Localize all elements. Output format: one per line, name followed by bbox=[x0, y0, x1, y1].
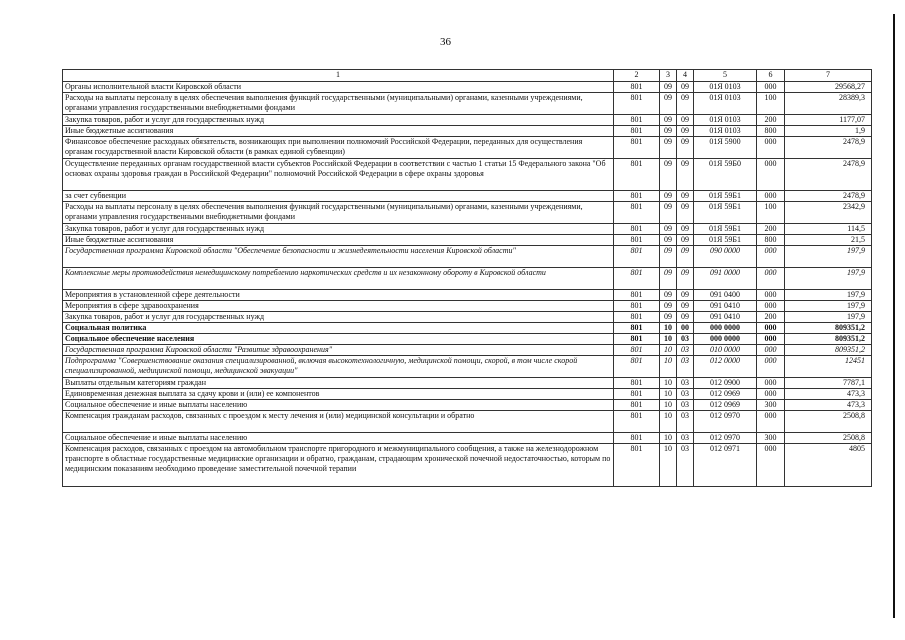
row-name-cell: Осуществление переданных органам государственной власти субъектов Российской Федерации в соответствии с частью 1 статьи 15 Федерального закона "Об основах охраны здоровья граждан в Российской Федерации" полномочий Российской Федерации в сфере охраны здоровья bbox=[63, 159, 614, 191]
row-name-cell: Расходы на выплаты персоналу в целях обеспечения выполнения функций государственными (муниципальными) органами, казенными учреждениями, органами управления государственными внебюджетными фондами bbox=[63, 93, 614, 115]
section-code-cell: 09 bbox=[660, 301, 677, 312]
chapter-code-cell: 801 bbox=[614, 126, 660, 137]
expense-type-cell: 000 bbox=[757, 334, 785, 345]
subsection-code-cell: 09 bbox=[677, 235, 694, 246]
target-item-cell: 01Я 59Б0 bbox=[694, 159, 757, 191]
amount-cell: 473,3 bbox=[785, 389, 872, 400]
amount-cell: 2478,9 bbox=[785, 137, 872, 159]
table-row bbox=[63, 444, 872, 487]
subsection-code-cell: 03 bbox=[677, 411, 694, 433]
chapter-code-cell: 801 bbox=[614, 159, 660, 191]
target-item-cell: 012 0900 bbox=[694, 378, 757, 389]
table-row bbox=[63, 400, 872, 411]
target-item-cell: 01Я 0103 bbox=[694, 82, 757, 93]
chapter-code-cell: 801 bbox=[614, 356, 660, 378]
subsection-code-cell: 09 bbox=[677, 290, 694, 301]
header-cell: 1 bbox=[63, 70, 614, 82]
target-item-cell: 012 0970 bbox=[694, 411, 757, 433]
expense-type-cell: 000 bbox=[757, 444, 785, 487]
row-name-cell: Закупка товаров, работ и услуг для государственных нужд bbox=[63, 224, 614, 235]
section-code-cell: 10 bbox=[660, 378, 677, 389]
amount-cell: 21,5 bbox=[785, 235, 872, 246]
section-code-cell: 10 bbox=[660, 444, 677, 487]
header-cell: 2 bbox=[614, 70, 660, 82]
subsection-code-cell: 03 bbox=[677, 389, 694, 400]
expense-type-cell: 100 bbox=[757, 93, 785, 115]
subsection-code-cell: 03 bbox=[677, 345, 694, 356]
table-row bbox=[63, 334, 872, 345]
subsection-code-cell: 03 bbox=[677, 378, 694, 389]
expense-type-cell: 000 bbox=[757, 345, 785, 356]
expense-type-cell: 200 bbox=[757, 115, 785, 126]
amount-cell: 197,9 bbox=[785, 268, 872, 290]
subsection-code-cell: 09 bbox=[677, 246, 694, 268]
section-code-cell: 09 bbox=[660, 246, 677, 268]
table-row bbox=[63, 235, 872, 246]
expense-type-cell: 000 bbox=[757, 82, 785, 93]
target-item-cell: 091 0400 bbox=[694, 290, 757, 301]
chapter-code-cell: 801 bbox=[614, 345, 660, 356]
target-item-cell: 01Я 5900 bbox=[694, 137, 757, 159]
subsection-code-cell: 09 bbox=[677, 312, 694, 323]
expense-type-cell: 000 bbox=[757, 159, 785, 191]
table-row bbox=[63, 345, 872, 356]
subsection-code-cell: 03 bbox=[677, 356, 694, 378]
row-name-cell: Органы исполнительной власти Кировской области bbox=[63, 82, 614, 93]
chapter-code-cell: 801 bbox=[614, 389, 660, 400]
chapter-code-cell: 801 bbox=[614, 246, 660, 268]
target-item-cell: 012 0971 bbox=[694, 444, 757, 487]
expense-type-cell: 000 bbox=[757, 301, 785, 312]
amount-cell: 12451 bbox=[785, 356, 872, 378]
row-name-cell: Мероприятия в сфере здравоохранения bbox=[63, 301, 614, 312]
subsection-code-cell: 00 bbox=[677, 323, 694, 334]
section-code-cell: 09 bbox=[660, 202, 677, 224]
amount-cell: 197,9 bbox=[785, 312, 872, 323]
row-name-cell: Государственная программа Кировской области "Обеспечение безопасности и жизнедеятельности населения Кировской области" bbox=[63, 246, 614, 268]
section-code-cell: 09 bbox=[660, 115, 677, 126]
table-row bbox=[63, 137, 872, 159]
chapter-code-cell: 801 bbox=[614, 444, 660, 487]
subsection-code-cell: 09 bbox=[677, 82, 694, 93]
subsection-code-cell: 09 bbox=[677, 159, 694, 191]
table-row bbox=[63, 411, 872, 433]
expense-type-cell: 000 bbox=[757, 137, 785, 159]
row-name-cell: Финансовое обеспечение расходных обязательств, возникающих при выполнении полномочий Российской Федерации, переданных для осуществления органам государственной власти Кировской области (в рамках единой субвенции) bbox=[63, 137, 614, 159]
row-name-cell: Иные бюджетные ассигнования bbox=[63, 235, 614, 246]
expense-type-cell: 300 bbox=[757, 400, 785, 411]
expense-type-cell: 000 bbox=[757, 323, 785, 334]
subsection-code-cell: 09 bbox=[677, 191, 694, 202]
row-name-cell: Компенсация расходов, связанных с проездом на автомобильном транспорте пригородного и межмуниципального сообщения, а также на железнодорожном транспорте в областные государственные медицинские организации и обратно, гражданам, страдающим хронической почечной недостаточностью, которым по медицинским показаниям необходимо проведение заместительной почечной терапии bbox=[63, 444, 614, 487]
amount-cell: 2342,9 bbox=[785, 202, 872, 224]
page-number: 36 bbox=[440, 36, 451, 48]
row-name-cell: Закупка товаров, работ и услуг для государственных нужд bbox=[63, 312, 614, 323]
section-code-cell: 09 bbox=[660, 137, 677, 159]
amount-cell: 2508,8 bbox=[785, 411, 872, 433]
expense-type-cell: 800 bbox=[757, 126, 785, 137]
target-item-cell: 01Я 59Б1 bbox=[694, 224, 757, 235]
table-row bbox=[63, 93, 872, 115]
row-name-cell: Социальное обеспечение населения bbox=[63, 334, 614, 345]
section-code-cell: 09 bbox=[660, 268, 677, 290]
section-code-cell: 10 bbox=[660, 389, 677, 400]
subsection-code-cell: 09 bbox=[677, 93, 694, 115]
row-name-cell: Выплаты отдельным категориям граждан bbox=[63, 378, 614, 389]
expense-type-cell: 000 bbox=[757, 246, 785, 268]
section-code-cell: 09 bbox=[660, 191, 677, 202]
chapter-code-cell: 801 bbox=[614, 268, 660, 290]
target-item-cell: 01Я 59Б1 bbox=[694, 191, 757, 202]
subsection-code-cell: 03 bbox=[677, 334, 694, 345]
amount-cell: 114,5 bbox=[785, 224, 872, 235]
target-item-cell: 01Я 0103 bbox=[694, 126, 757, 137]
target-item-cell: 01Я 0103 bbox=[694, 93, 757, 115]
table-row bbox=[63, 191, 872, 202]
table-row bbox=[63, 202, 872, 224]
subsection-code-cell: 09 bbox=[677, 224, 694, 235]
table-body bbox=[63, 82, 872, 487]
expense-type-cell: 000 bbox=[757, 191, 785, 202]
table-row bbox=[63, 433, 872, 444]
amount-cell: 2508,8 bbox=[785, 433, 872, 444]
table-row bbox=[63, 356, 872, 378]
expense-type-cell: 000 bbox=[757, 356, 785, 378]
row-name-cell: Иные бюджетные ассигнования bbox=[63, 126, 614, 137]
table-row bbox=[63, 389, 872, 400]
chapter-code-cell: 801 bbox=[614, 137, 660, 159]
subsection-code-cell: 03 bbox=[677, 433, 694, 444]
amount-cell: 29568,27 bbox=[785, 82, 872, 93]
target-item-cell: 010 0000 bbox=[694, 345, 757, 356]
target-item-cell: 000 0000 bbox=[694, 334, 757, 345]
table-row bbox=[63, 246, 872, 268]
amount-cell: 809351,2 bbox=[785, 323, 872, 334]
subsection-code-cell: 09 bbox=[677, 301, 694, 312]
section-code-cell: 09 bbox=[660, 290, 677, 301]
page-edge-line bbox=[893, 14, 895, 618]
header-cell: 5 bbox=[694, 70, 757, 82]
amount-cell: 473,3 bbox=[785, 400, 872, 411]
target-item-cell: 012 0969 bbox=[694, 400, 757, 411]
expense-type-cell: 200 bbox=[757, 312, 785, 323]
chapter-code-cell: 801 bbox=[614, 115, 660, 126]
target-item-cell: 000 0000 bbox=[694, 323, 757, 334]
section-code-cell: 10 bbox=[660, 356, 677, 378]
section-code-cell: 09 bbox=[660, 159, 677, 191]
chapter-code-cell: 801 bbox=[614, 378, 660, 389]
row-name-cell: Мероприятия в установленной сфере деятельности bbox=[63, 290, 614, 301]
chapter-code-cell: 801 bbox=[614, 82, 660, 93]
amount-cell: 197,9 bbox=[785, 246, 872, 268]
header-cell: 6 bbox=[757, 70, 785, 82]
table-row bbox=[63, 323, 872, 334]
amount-cell: 2478,9 bbox=[785, 191, 872, 202]
target-item-cell: 01Я 0103 bbox=[694, 115, 757, 126]
subsection-code-cell: 09 bbox=[677, 126, 694, 137]
row-name-cell: Подпрограмма "Совершенствование оказания специализированной, включая высокотехнологичную, медицинской помощи, скорой, в том числе скорой специализированной, медицинской помощи, медицинской эвакуации" bbox=[63, 356, 614, 378]
section-code-cell: 09 bbox=[660, 82, 677, 93]
amount-cell: 197,9 bbox=[785, 290, 872, 301]
header-cell: 7 bbox=[785, 70, 872, 82]
table-row bbox=[63, 126, 872, 137]
table-row bbox=[63, 312, 872, 323]
table-row bbox=[63, 115, 872, 126]
target-item-cell: 01Я 59Б1 bbox=[694, 235, 757, 246]
table-row bbox=[63, 268, 872, 290]
target-item-cell: 091 0000 bbox=[694, 268, 757, 290]
amount-cell: 1,9 bbox=[785, 126, 872, 137]
expense-type-cell: 000 bbox=[757, 268, 785, 290]
table-row bbox=[63, 159, 872, 191]
amount-cell: 28389,3 bbox=[785, 93, 872, 115]
expense-type-cell: 100 bbox=[757, 202, 785, 224]
chapter-code-cell: 801 bbox=[614, 411, 660, 433]
chapter-code-cell: 801 bbox=[614, 191, 660, 202]
chapter-code-cell: 801 bbox=[614, 202, 660, 224]
amount-cell: 2478,9 bbox=[785, 159, 872, 191]
row-name-cell: Социальное обеспечение и иные выплаты населению bbox=[63, 400, 614, 411]
amount-cell: 1177,07 bbox=[785, 115, 872, 126]
amount-cell: 809351,2 bbox=[785, 334, 872, 345]
chapter-code-cell: 801 bbox=[614, 400, 660, 411]
row-name-cell: Социальная политика bbox=[63, 323, 614, 334]
subsection-code-cell: 09 bbox=[677, 202, 694, 224]
amount-cell: 809351,2 bbox=[785, 345, 872, 356]
table-row bbox=[63, 224, 872, 235]
subsection-code-cell: 09 bbox=[677, 268, 694, 290]
chapter-code-cell: 801 bbox=[614, 433, 660, 444]
chapter-code-cell: 801 bbox=[614, 301, 660, 312]
expense-type-cell: 800 bbox=[757, 235, 785, 246]
chapter-code-cell: 801 bbox=[614, 224, 660, 235]
section-code-cell: 09 bbox=[660, 224, 677, 235]
section-code-cell: 09 bbox=[660, 235, 677, 246]
subsection-code-cell: 03 bbox=[677, 400, 694, 411]
section-code-cell: 10 bbox=[660, 323, 677, 334]
subsection-code-cell: 09 bbox=[677, 137, 694, 159]
target-item-cell: 090 0000 bbox=[694, 246, 757, 268]
expense-type-cell: 200 bbox=[757, 224, 785, 235]
table-row bbox=[63, 301, 872, 312]
expense-type-cell: 000 bbox=[757, 411, 785, 433]
chapter-code-cell: 801 bbox=[614, 235, 660, 246]
expense-type-cell: 000 bbox=[757, 290, 785, 301]
chapter-code-cell: 801 bbox=[614, 323, 660, 334]
subsection-code-cell: 09 bbox=[677, 115, 694, 126]
subsection-code-cell: 03 bbox=[677, 444, 694, 487]
row-name-cell: Компенсация гражданам расходов, связанных с проездом к месту лечения и (или) медицинской консультации и обратно bbox=[63, 411, 614, 433]
section-code-cell: 09 bbox=[660, 93, 677, 115]
row-name-cell: Комплексные меры противодействия немедицинскому потреблению наркотических средств и их незаконному обороту в Кировской области bbox=[63, 268, 614, 290]
target-item-cell: 091 0410 bbox=[694, 301, 757, 312]
row-name-cell: Закупка товаров, работ и услуг для государственных нужд bbox=[63, 115, 614, 126]
section-code-cell: 10 bbox=[660, 345, 677, 356]
row-name-cell: за счет субвенции bbox=[63, 191, 614, 202]
row-name-cell: Единовременная денежная выплата за сдачу крови и (или) ее компонентов bbox=[63, 389, 614, 400]
table-row bbox=[63, 82, 872, 93]
amount-cell: 197,9 bbox=[785, 301, 872, 312]
budget-table bbox=[62, 69, 872, 487]
table-row bbox=[63, 378, 872, 389]
target-item-cell: 091 0410 bbox=[694, 312, 757, 323]
chapter-code-cell: 801 bbox=[614, 290, 660, 301]
chapter-code-cell: 801 bbox=[614, 93, 660, 115]
section-code-cell: 09 bbox=[660, 126, 677, 137]
header-cell: 3 bbox=[660, 70, 677, 82]
section-code-cell: 10 bbox=[660, 334, 677, 345]
section-code-cell: 10 bbox=[660, 400, 677, 411]
target-item-cell: 012 0970 bbox=[694, 433, 757, 444]
target-item-cell: 012 0969 bbox=[694, 389, 757, 400]
header-cell: 4 bbox=[677, 70, 694, 82]
section-code-cell: 09 bbox=[660, 312, 677, 323]
section-code-cell: 10 bbox=[660, 411, 677, 433]
expense-type-cell: 300 bbox=[757, 433, 785, 444]
expense-type-cell: 000 bbox=[757, 378, 785, 389]
table-row bbox=[63, 290, 872, 301]
target-item-cell: 012 0000 bbox=[694, 356, 757, 378]
chapter-code-cell: 801 bbox=[614, 334, 660, 345]
chapter-code-cell: 801 bbox=[614, 312, 660, 323]
row-name-cell: Расходы на выплаты персоналу в целях обеспечения выполнения функций государственными (муниципальными) органами, казенными учреждениями, органами управления государственными внебюджетными фондами bbox=[63, 202, 614, 224]
section-code-cell: 10 bbox=[660, 433, 677, 444]
target-item-cell: 01Я 59Б1 bbox=[694, 202, 757, 224]
table-header-row bbox=[63, 70, 872, 82]
expense-type-cell: 000 bbox=[757, 389, 785, 400]
row-name-cell: Социальное обеспечение и иные выплаты населению bbox=[63, 433, 614, 444]
amount-cell: 7787,1 bbox=[785, 378, 872, 389]
row-name-cell: Государственная программа Кировской области "Развитие здравоохранения" bbox=[63, 345, 614, 356]
amount-cell: 4805 bbox=[785, 444, 872, 487]
